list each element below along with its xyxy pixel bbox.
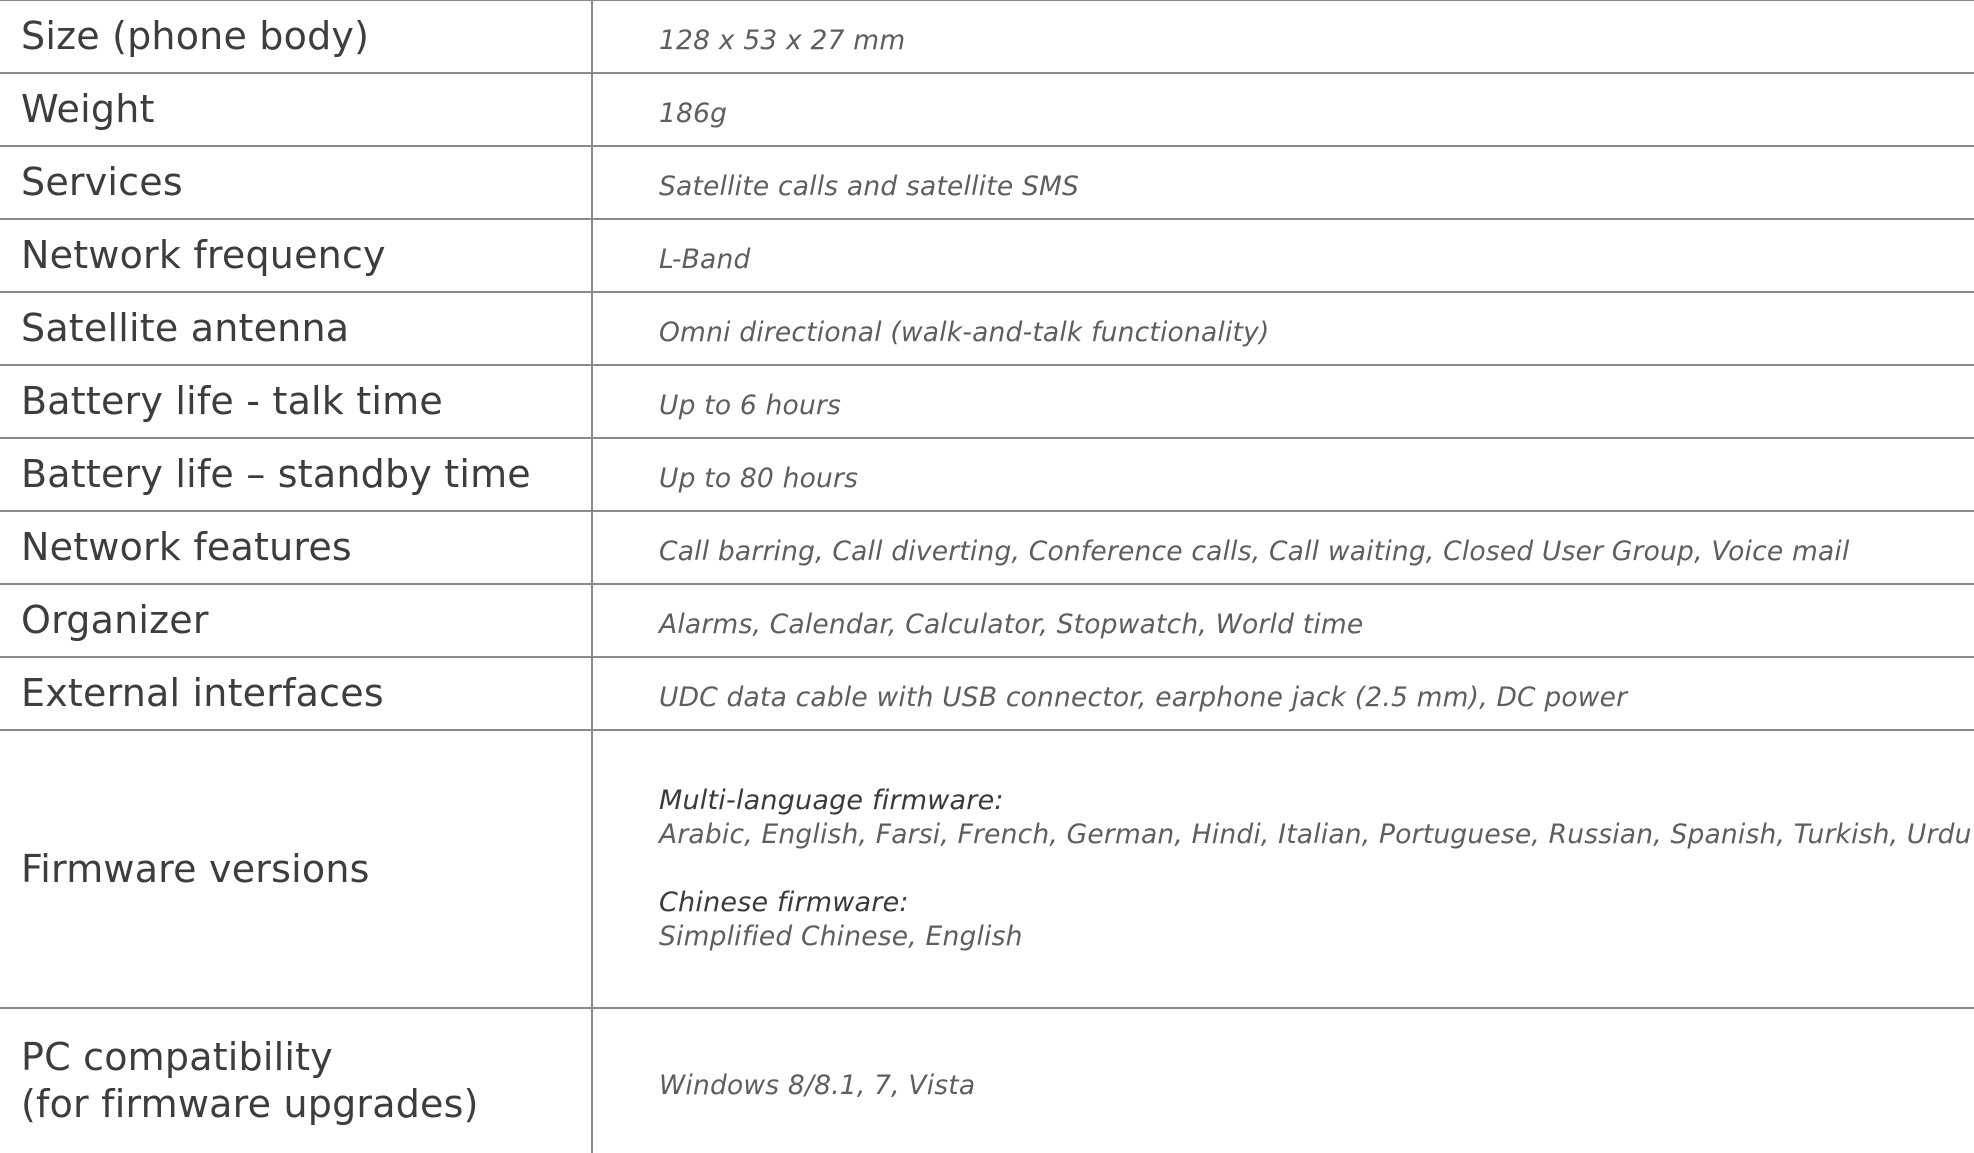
firmware-details (593, 731, 1974, 1007)
spec-value: 186g (659, 98, 728, 129)
firmware-chinese-heading: Chinese firmware: (659, 887, 909, 918)
spec-row-satellite-antenna (0, 293, 1974, 366)
spec-row-talk-time (0, 366, 1974, 439)
spec-value: Omni directional (walk-and-talk functionality) (659, 317, 1270, 348)
spec-value: L-Band (659, 244, 751, 275)
spec-label: Size (phone body) (0, 1, 593, 72)
firmware-multi-heading: Multi-language firmware: (659, 785, 1004, 816)
spec-value: Call barring, Call diverting, Conference calls, Call waiting, Closed User Group, Voice mail (659, 536, 1850, 567)
spec-value: 128 x 53 x 27 mm (659, 25, 906, 56)
spec-label: Firmware versions (0, 731, 593, 1007)
spec-value: Up to 80 hours (659, 463, 859, 494)
spec-row-firmware (0, 731, 1974, 1009)
spec-label: Satellite antenna (0, 293, 593, 364)
spec-label: Services (0, 147, 593, 218)
spec-row-size (0, 1, 1974, 74)
spec-row-services (0, 147, 1974, 220)
spec-row-external-interfaces (0, 658, 1974, 731)
spec-value: UDC data cable with USB connector, earphone jack (2.5 mm), DC power (659, 682, 1628, 713)
spec-value: Up to 6 hours (659, 390, 842, 421)
spec-label: Organizer (0, 585, 593, 656)
spec-label: Weight (0, 74, 593, 145)
spec-row-pc-compatibility (0, 1009, 1974, 1153)
spec-row-standby-time (0, 439, 1974, 512)
spec-row-organizer (0, 585, 1974, 658)
spec-value: Alarms, Calendar, Calculator, Stopwatch, World time (659, 609, 1364, 640)
firmware-multi-languages: Arabic, English, Farsi, French, German, Hindi, Italian, Portuguese, Russian, Spanish, Turkish, Urdu (659, 819, 1972, 850)
spec-label: Network frequency (0, 220, 593, 291)
spec-label-line: (for firmware upgrades) (21, 1082, 479, 1126)
spec-label: External interfaces (0, 658, 593, 729)
spec-label (0, 1009, 593, 1153)
spec-value: Windows 8/8.1, 7, Vista (659, 1069, 976, 1101)
spec-value: Satellite calls and satellite SMS (659, 171, 1080, 202)
spec-row-network-features (0, 512, 1974, 585)
firmware-chinese-languages: Simplified Chinese, English (659, 921, 1023, 952)
spec-row-network-frequency (0, 220, 1974, 293)
spec-label: Battery life – standby time (0, 439, 593, 510)
spec-label-line: PC compatibility (21, 1035, 333, 1079)
spec-label: Battery life - talk time (0, 366, 593, 437)
spec-row-weight (0, 74, 1974, 147)
spec-label: Network features (0, 512, 593, 583)
